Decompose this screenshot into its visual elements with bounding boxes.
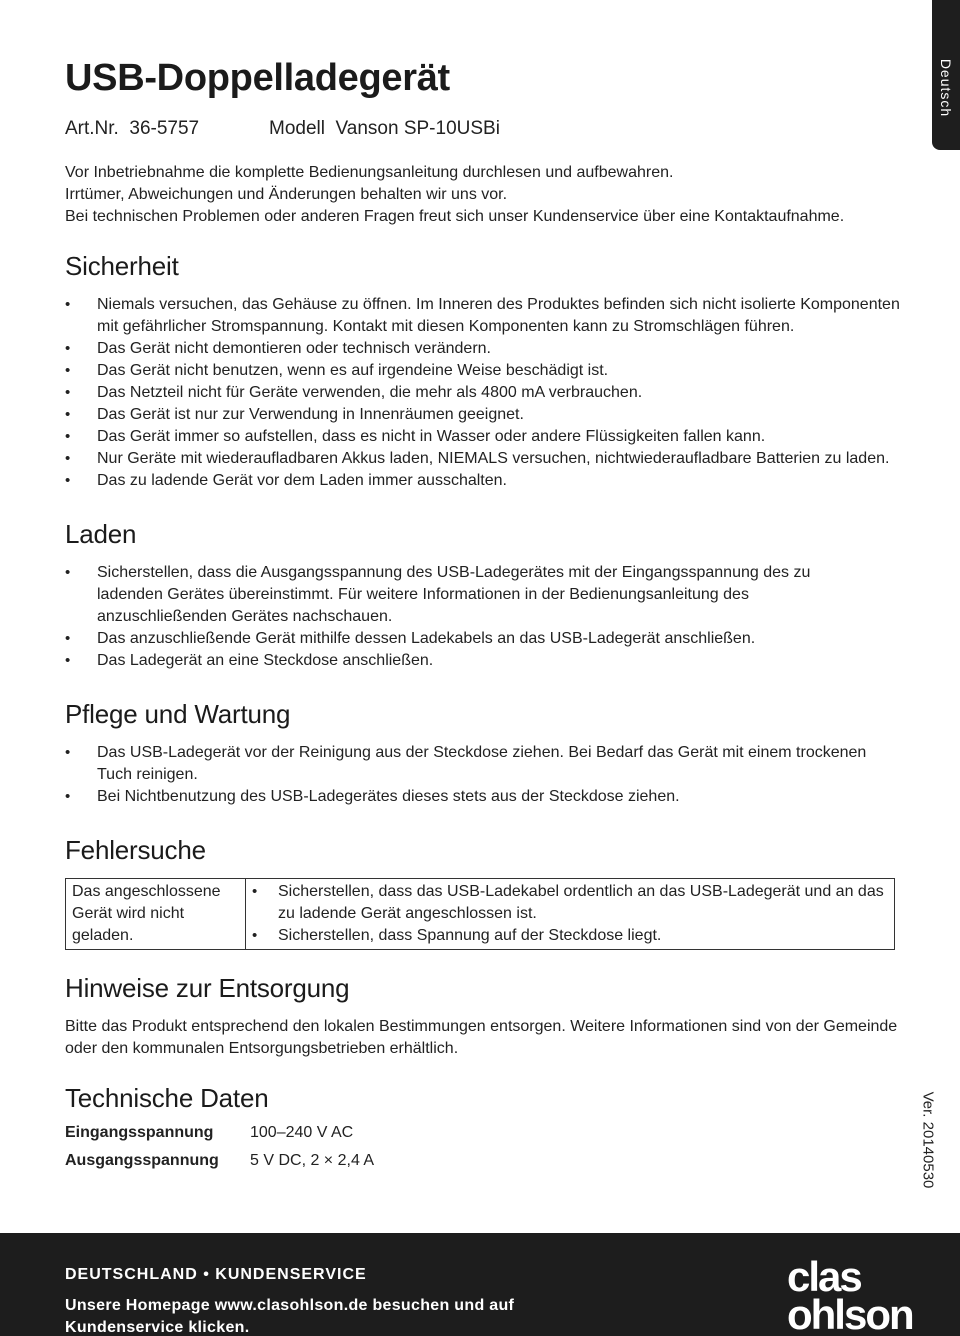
brand-logo (787, 1253, 913, 1336)
article-info (65, 118, 905, 140)
list-item: • Das Gerät nicht benutzen, wenn es auf irgendeine Weise beschädigt ist. (65, 360, 903, 382)
list-item: • Das Netzteil nicht für Geräte verwenden, die mehr als 4800 mA verbrauchen. (65, 382, 903, 404)
spec-label: Eingangsspannung (65, 1124, 214, 1141)
document-body (65, 54, 905, 1172)
footer-text: Unsere Homepage www.clasohlson.de besuchen und auf Kundenservice klicken. (65, 1297, 515, 1336)
solution-list (252, 881, 888, 947)
section-troubleshooting (65, 834, 905, 950)
list-item: • Sicherstellen, dass das USB-Ladekabel ordentlich an das USB-Ladegerät und an das zu ladende Gerät angeschlossen ist. (252, 881, 888, 925)
logo-line-2: ohlson (787, 1291, 913, 1336)
section-heading-troubleshooting: Fehlersuche (65, 835, 206, 865)
list-item: • Nur Geräte mit wiederaufladbaren Akkus laden, NIEMALS versuchen, nichtwiederaufladbare Batterien zu laden. (65, 448, 903, 470)
section-heading-safety: Sicherheit (65, 251, 179, 281)
list-item: • Bei Nichtbenutzung des USB-Ladegerätes dieses stets aus der Steckdose ziehen. (65, 786, 875, 808)
model-number: Modell Vanson SP-10USBi (269, 118, 500, 139)
list-item: • Sicherstellen, dass Spannung auf der Steckdose liegt. (252, 925, 888, 947)
section-specs (65, 1082, 905, 1172)
version-label: Ver. 20140530 (919, 1091, 937, 1189)
section-charging (65, 518, 905, 672)
section-heading-specs: Technische Daten (65, 1083, 269, 1113)
language-tab-label: Deutsch (938, 58, 954, 118)
intro-text (65, 162, 905, 228)
section-heading-disposal: Hinweise zur Entsorgung (65, 973, 350, 1003)
solution-cell (246, 879, 895, 950)
list-item: • Das anzuschließende Gerät mithilfe dessen Ladekabels an das USB-Ladegerät anschließen. (65, 628, 875, 650)
safety-list (65, 294, 903, 492)
section-care (65, 698, 905, 808)
page-title: USB-Doppelladegerät (65, 57, 450, 99)
list-item: • Das USB-Ladegerät vor der Reinigung aus der Steckdose ziehen. Bei Bedarf das Gerät mit einem trockenen Tuch reinigen. (65, 742, 875, 786)
section-safety (65, 250, 905, 492)
section-disposal (65, 972, 905, 1060)
spec-row (65, 1150, 905, 1172)
language-tab (932, 0, 960, 150)
article-number: Art.Nr. 36-5757 (65, 118, 200, 139)
footer-title: DEUTSCHLAND • KUNDENSERVICE (65, 1266, 367, 1283)
spec-row (65, 1122, 905, 1144)
intro-line: Vor Inbetriebnahme die komplette Bedienungsanleitung durchlesen und aufbewahren. (65, 164, 674, 181)
charging-list (65, 562, 875, 672)
intro-line: Irrtümer, Abweichungen und Änderungen behalten wir uns vor. (65, 186, 508, 203)
list-item: • Das Ladegerät an eine Steckdose anschließen. (65, 650, 875, 672)
disposal-text: Bitte das Produkt entsprechend den lokalen Bestimmungen entsorgen. Weitere Informationen sind von der Gemeinde oder den kommunalen Entsorgungsbetrieben erhältlich. (65, 1018, 898, 1057)
spec-label: Ausgangsspannung (65, 1152, 219, 1169)
list-item: • Das Gerät ist nur zur Verwendung in Innenräumen geeignet. (65, 404, 903, 426)
footer (0, 1233, 960, 1336)
logo-line-1: clas (787, 1253, 861, 1300)
list-item: • Niemals versuchen, das Gehäuse zu öffnen. Im Inneren des Produktes befinden sich nicht isolierte Komponenten mit gefährlicher Stromspannung. Kontakt mit diesen Komponenten kann zu Stromschlägen führen. (65, 294, 903, 338)
care-list (65, 742, 875, 808)
list-item: • Das zu ladende Gerät vor dem Laden immer ausschalten. (65, 470, 903, 492)
list-item: • Sicherstellen, dass die Ausgangsspannung des USB-Ladegerätes mit der Eingangsspannung des zu ladenden Gerätes übereinstimmt. Für weitere Informationen in der Bedienungsanleitung des anzuschließenden Gerätes nachschauen. (65, 562, 875, 628)
intro-line: Bei technischen Problemen oder anderen Fragen freut sich unser Kundenservice über eine Kontaktaufnahme. (65, 208, 845, 225)
problem-cell: Das angeschlossene Gerät wird nicht geladen. (66, 879, 246, 950)
section-heading-care: Pflege und Wartung (65, 699, 291, 729)
list-item: • Das Gerät immer so aufstellen, dass es nicht in Wasser oder andere Flüssigkeiten fallen kann. (65, 426, 903, 448)
troubleshooting-table (65, 878, 895, 950)
section-heading-charging: Laden (65, 519, 137, 549)
spec-value: 5 V DC, 2 × 2,4 A (250, 1152, 375, 1169)
list-item: • Das Gerät nicht demontieren oder technisch verändern. (65, 338, 903, 360)
table-row (66, 879, 895, 950)
spec-value: 100–240 V AC (250, 1124, 354, 1141)
